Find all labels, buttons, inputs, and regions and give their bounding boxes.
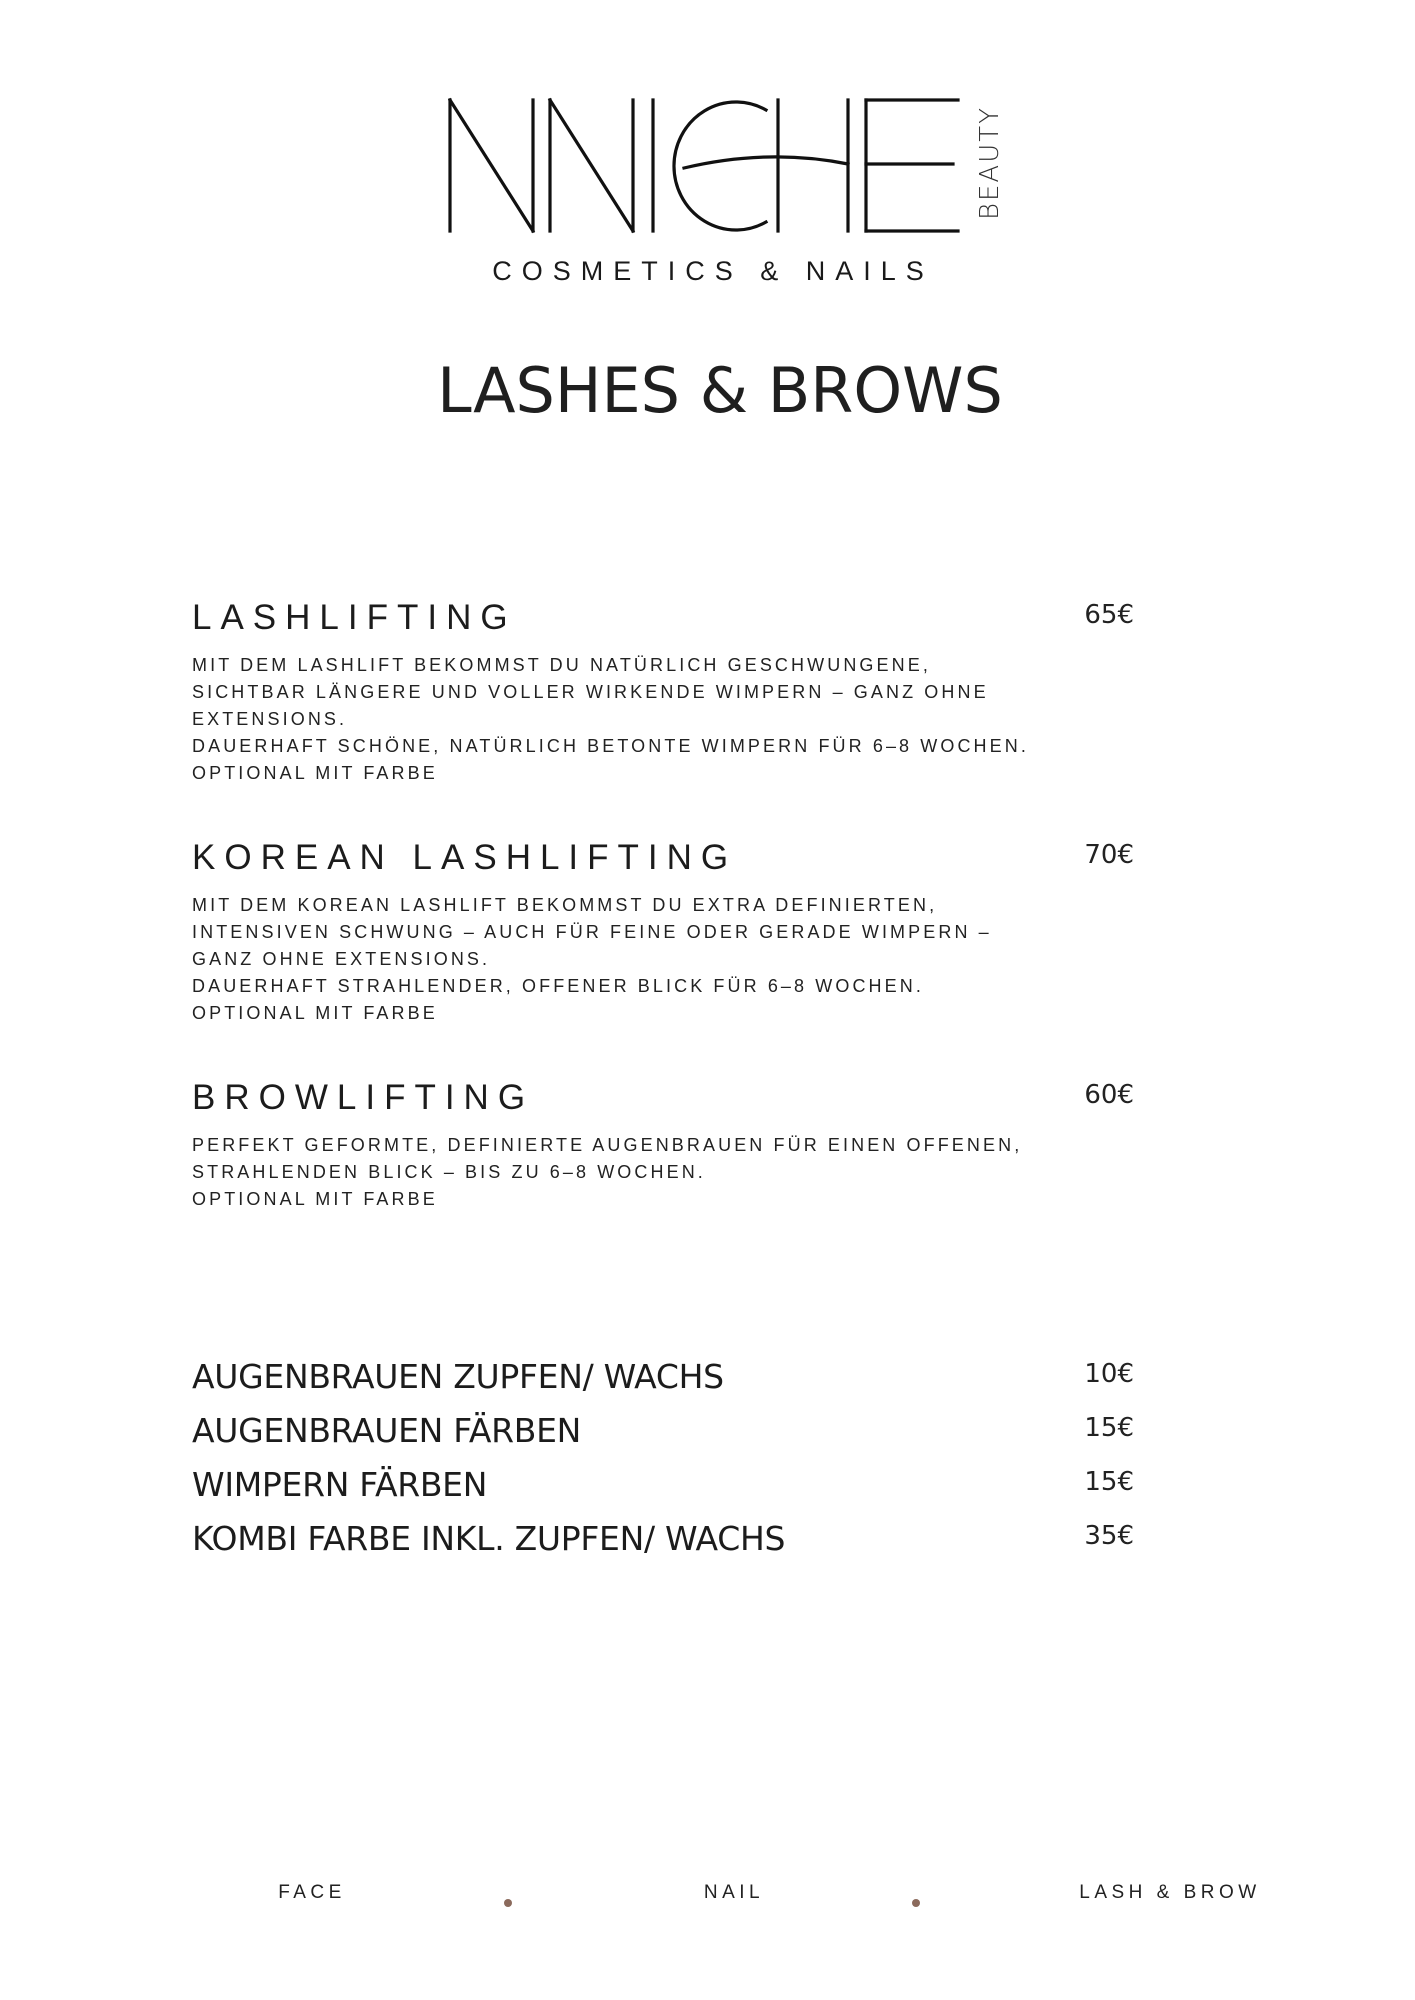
description-line: MIT DEM KOREAN LASHLIFT BEKOMMST DU EXTRA DEFINIERTEN, bbox=[192, 895, 938, 915]
service-price: 60€ bbox=[1084, 1080, 1134, 1110]
description-line: OPTIONAL MIT FARBE bbox=[192, 1189, 438, 1209]
list-item bbox=[192, 1404, 1152, 1458]
page-title: LASHES & BROWS bbox=[437, 354, 1003, 427]
nav-separator-dot bbox=[504, 1899, 512, 1907]
brand-subtitle: COSMETICS & NAILS bbox=[492, 256, 934, 286]
extra-name: KOMBI FARBE INKL. ZUPFEN/ WACHS bbox=[192, 1519, 786, 1558]
description-line: OPTIONAL MIT FARBE bbox=[192, 1003, 438, 1023]
nav-link-lash-brow[interactable]: LASH & BROW bbox=[1079, 1882, 1261, 1903]
description-line: GANZ OHNE EXTENSIONS. bbox=[192, 949, 491, 969]
service-name: KOREAN LASHLIFTING bbox=[192, 838, 738, 877]
extras-price-list bbox=[192, 1350, 1152, 1566]
extra-price: 35€ bbox=[1084, 1521, 1134, 1551]
extra-price: 15€ bbox=[1084, 1467, 1134, 1497]
service-price: 65€ bbox=[1084, 600, 1134, 630]
description-line: DAUERHAFT SCHÖNE, NATÜRLICH BETONTE WIMPERN FÜR 6–8 WOCHEN. bbox=[192, 736, 1029, 756]
list-item bbox=[192, 1512, 1152, 1566]
service-name: LASHLIFTING bbox=[192, 598, 517, 637]
description-line: MIT DEM LASHLIFT BEKOMMST DU NATÜRLICH GESCHWUNGENE, bbox=[192, 655, 931, 675]
description-line: EXTENSIONS. bbox=[192, 709, 348, 729]
service-korean-lashlifting bbox=[192, 838, 1152, 1027]
list-item bbox=[192, 1350, 1152, 1404]
nav-link-nail[interactable]: NAIL bbox=[703, 1882, 765, 1903]
nav-link-face[interactable]: FACE bbox=[278, 1882, 346, 1903]
brand-logo: BEAUTY COSMETICS & NAILS bbox=[448, 96, 1018, 292]
service-description bbox=[192, 1132, 1152, 1213]
extra-name: AUGENBRAUEN ZUPFEN/ WACHS bbox=[192, 1357, 724, 1396]
description-line: PERFEKT GEFORMTE, DEFINIERTE AUGENBRAUEN FÜR EINEN OFFENEN, bbox=[192, 1135, 1023, 1155]
description-line: SICHTBAR LÄNGERE UND VOLLER WIRKENDE WIMPERN – GANZ OHNE bbox=[192, 682, 989, 702]
service-description bbox=[192, 892, 1152, 1027]
service-price: 70€ bbox=[1084, 840, 1134, 870]
service-description bbox=[192, 652, 1152, 787]
extra-name: AUGENBRAUEN FÄRBEN bbox=[192, 1411, 582, 1450]
service-name: BROWLIFTING bbox=[192, 1078, 535, 1117]
service-lashlifting bbox=[192, 598, 1152, 787]
extra-price: 10€ bbox=[1084, 1359, 1134, 1389]
description-line: INTENSIVEN SCHWUNG – AUCH FÜR FEINE ODER GERADE WIMPERN – bbox=[192, 922, 992, 942]
extra-price: 15€ bbox=[1084, 1413, 1134, 1443]
footer-nav bbox=[0, 1882, 1415, 1922]
description-line: STRAHLENDEN BLICK – BIS ZU 6–8 WOCHEN. bbox=[192, 1162, 706, 1182]
service-browlifting bbox=[192, 1078, 1152, 1213]
description-line: OPTIONAL MIT FARBE bbox=[192, 763, 438, 783]
logo-wordmark bbox=[448, 96, 968, 246]
description-line: DAUERHAFT STRAHLENDER, OFFENER BLICK FÜR 6–8 WOCHEN. bbox=[192, 976, 924, 996]
list-item bbox=[192, 1458, 1152, 1512]
nav-separator-dot bbox=[912, 1899, 920, 1907]
extra-name: WIMPERN FÄRBEN bbox=[192, 1465, 488, 1504]
